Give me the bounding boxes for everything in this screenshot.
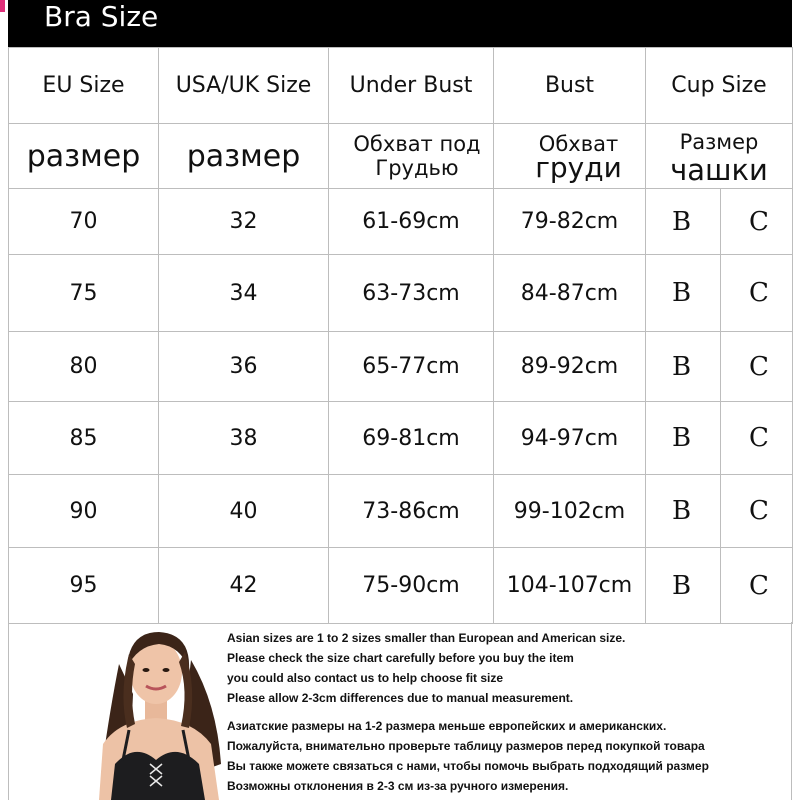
ru-header-under-bust	[329, 124, 494, 189]
notes-spacer	[227, 708, 787, 716]
cup-divider	[720, 255, 721, 331]
ru-header-cup-line1: Размер	[679, 130, 759, 154]
under-bust-cell: 73-86cm	[329, 475, 494, 548]
column-header-under-bust: Under Bust	[329, 48, 494, 124]
cup-size-cell	[646, 475, 793, 548]
cup-size-cell	[646, 402, 793, 475]
column-header-cup: Cup Size	[646, 48, 793, 124]
cup-c: C	[749, 351, 769, 382]
under-bust-cell: 61-69cm	[329, 189, 494, 255]
ru-header-bust-line1: Обхват	[538, 132, 619, 156]
cup-b: B	[672, 351, 692, 382]
table-row	[9, 189, 793, 255]
cup-b: B	[672, 206, 692, 237]
column-header-bust: Bust	[494, 48, 646, 124]
russian-header-row	[9, 124, 793, 189]
under-bust-cell: 65-77cm	[329, 332, 494, 402]
ru-header-bust-line2: груди	[535, 151, 622, 184]
note-en-3: you could also contact us to help choose fit size	[227, 671, 504, 685]
ru-header-cup-line2: чашки	[670, 153, 768, 187]
table-row	[9, 255, 793, 332]
us-size-cell: 42	[159, 548, 329, 624]
cup-b: B	[672, 496, 692, 526]
size-notes	[227, 628, 787, 796]
table-row	[9, 402, 793, 475]
eu-size-cell: 95	[9, 548, 159, 624]
cup-divider	[720, 475, 721, 547]
note-en-1: Asian sizes are 1 to 2 sizes smaller than European and American size.	[227, 631, 626, 645]
us-size-cell: 36	[159, 332, 329, 402]
ru-header-us: размер	[159, 124, 329, 189]
note-ru-1: Азиатские размеры на 1-2 размера меньше европейских и американских.	[227, 719, 667, 733]
eu-size-cell: 80	[9, 332, 159, 402]
note-en-2: Please check the size chart carefully before you buy the item	[227, 651, 574, 665]
column-header-eu: EU Size	[9, 48, 159, 124]
size-chart-table	[8, 47, 793, 624]
cup-b: B	[672, 570, 692, 601]
us-size-cell: 32	[159, 189, 329, 255]
us-size-cell: 38	[159, 402, 329, 475]
cup-c: C	[749, 570, 769, 601]
cup-divider	[720, 332, 721, 401]
under-bust-cell: 63-73cm	[329, 255, 494, 332]
bust-cell: 94-97cm	[494, 402, 646, 475]
table-row	[9, 332, 793, 402]
cup-divider	[720, 189, 721, 254]
cup-b: B	[672, 423, 692, 453]
cup-divider	[720, 402, 721, 474]
table-row	[9, 475, 793, 548]
cup-divider	[720, 548, 721, 623]
us-size-cell: 34	[159, 255, 329, 332]
column-header-us: USA/UK Size	[159, 48, 329, 124]
page-title: Bra Size	[44, 0, 159, 33]
cup-c: C	[749, 206, 769, 237]
table-row	[9, 548, 793, 624]
bust-cell: 84-87cm	[494, 255, 646, 332]
ru-header-eu: размер	[9, 124, 159, 189]
bust-cell: 79-82cm	[494, 189, 646, 255]
header-row	[9, 48, 793, 124]
cup-size-cell	[646, 189, 793, 255]
cup-c: C	[749, 496, 769, 526]
eu-size-cell: 85	[9, 402, 159, 475]
bust-cell: 89-92cm	[494, 332, 646, 402]
cup-size-cell	[646, 548, 793, 624]
eu-size-cell: 90	[9, 475, 159, 548]
model-photo-icon	[89, 624, 239, 800]
under-bust-cell: 69-81cm	[329, 402, 494, 475]
eu-size-cell: 75	[9, 255, 159, 332]
note-ru-4: Возможны отклонения в 2-3 см из-за ручного измерения.	[227, 779, 569, 793]
cup-c: C	[749, 278, 769, 308]
note-ru-3: Вы также можете связаться с нами, чтобы помочь выбрать подходящий размер	[227, 759, 709, 773]
ru-header-under-bust-line2: Грудью	[375, 156, 459, 180]
ru-header-cup	[646, 124, 793, 189]
note-en-4: Please allow 2-3cm differences due to manual measurement.	[227, 691, 574, 705]
note-ru-2: Пожалуйста, внимательно проверьте таблицу размеров перед покупкой товара	[227, 739, 705, 753]
corner-accent	[0, 0, 5, 12]
ru-header-bust	[494, 124, 646, 189]
bust-cell: 99-102cm	[494, 475, 646, 548]
cup-c: C	[749, 423, 769, 453]
cup-size-cell	[646, 332, 793, 402]
us-size-cell: 40	[159, 475, 329, 548]
cup-size-cell	[646, 255, 793, 332]
under-bust-cell: 75-90cm	[329, 548, 494, 624]
bust-cell: 104-107cm	[494, 548, 646, 624]
info-section	[8, 622, 792, 800]
eu-size-cell: 70	[9, 189, 159, 255]
cup-b: B	[672, 278, 692, 308]
header-bar	[8, 0, 792, 47]
ru-header-under-bust-line1: Обхват под	[353, 132, 481, 156]
